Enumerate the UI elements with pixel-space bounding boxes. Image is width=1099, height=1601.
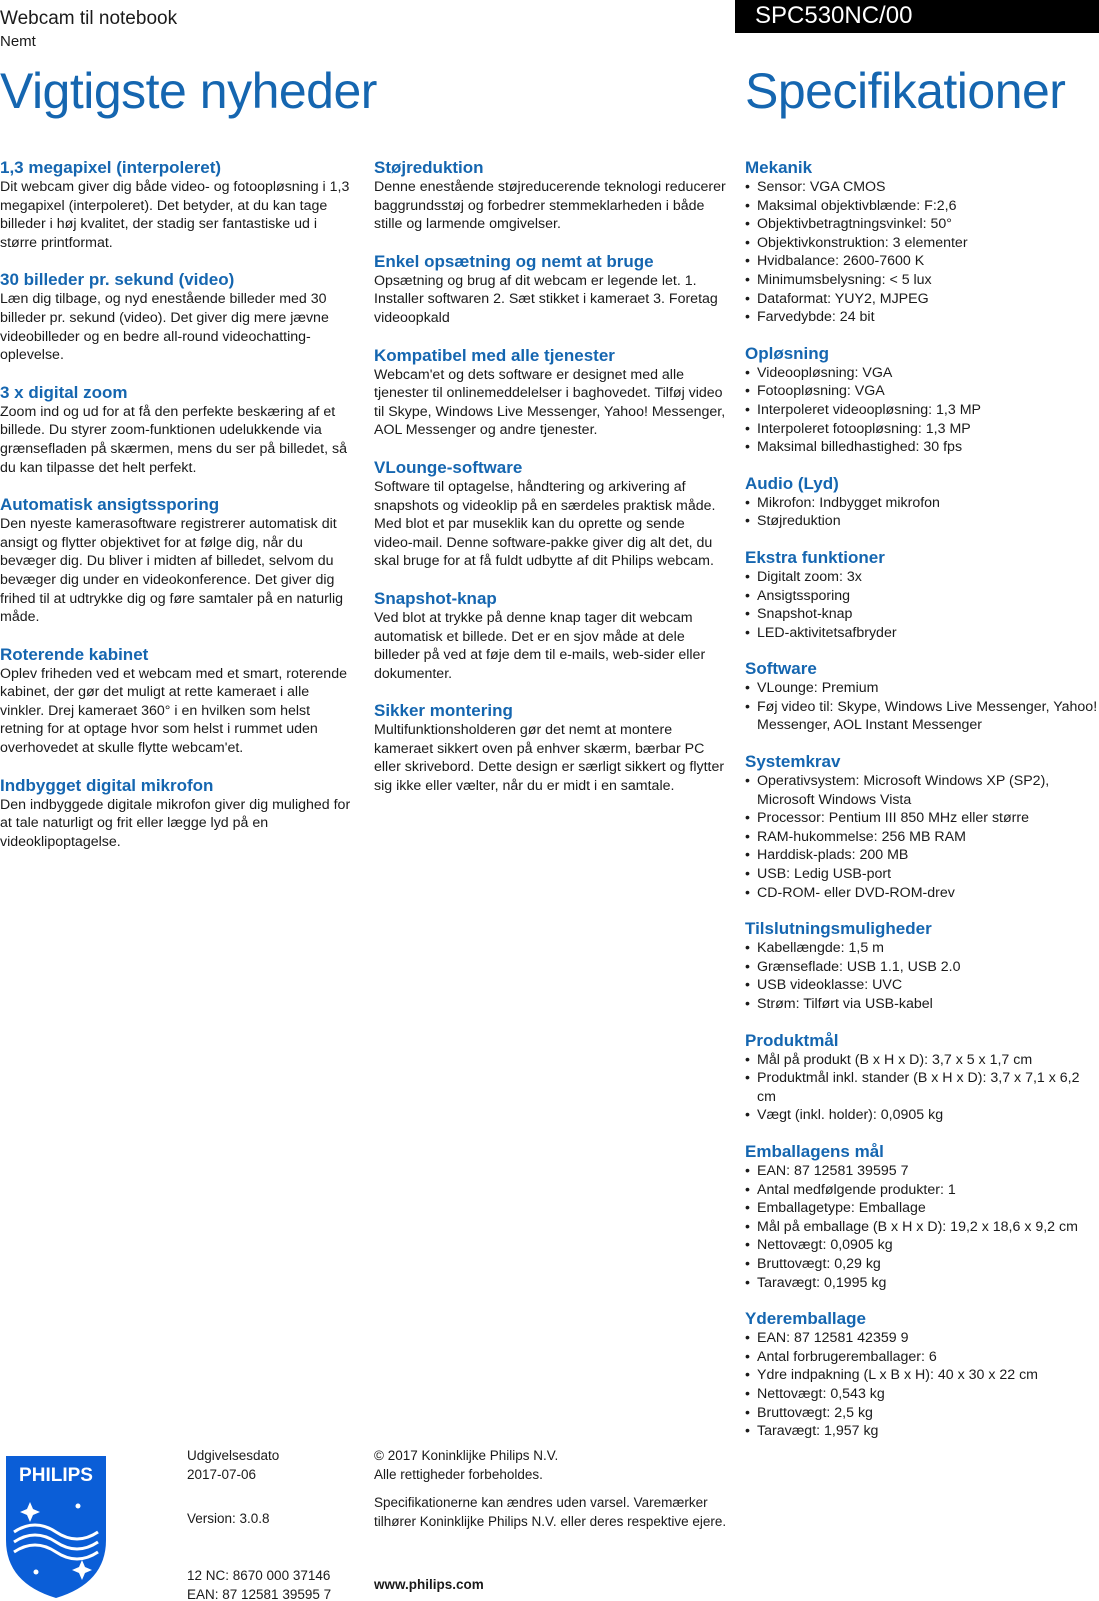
feature-block — [374, 589, 726, 683]
spec-list — [745, 939, 1099, 1013]
feature-title: Enkel opsætning og nemt at bruge — [374, 251, 654, 271]
spec-item: • USB videoklasse: UVC — [745, 976, 1099, 995]
feature-block — [0, 158, 352, 252]
spec-item: • Interpoleret fotoopløsning: 1,3 MP — [745, 420, 1099, 439]
spec-section-title: Emballagens mål — [745, 1141, 884, 1161]
feature-text: Opsætning og brug af dit webcam er legende let. 1. Installer softwaren 2. Sæt stikket i kameraet 3. Foretag videoopkald — [374, 272, 718, 326]
spec-item: • Objektivbetragtningsvinkel: 50° — [745, 215, 1099, 234]
spec-item: • Interpoleret videoopløsning: 1,3 MP — [745, 401, 1099, 420]
copyright — [374, 1447, 558, 1484]
spec-item: • Fotoopløsning: VGA — [745, 382, 1099, 401]
spec-item: • Mål på produkt (B x H x D): 3,7 x 5 x 1,7 cm — [745, 1051, 1099, 1070]
feature-title: 30 billeder pr. sekund (video) — [0, 270, 235, 290]
rights-line: Alle rettigheder forbeholdes. — [374, 1466, 543, 1482]
feature-block — [374, 252, 726, 328]
spec-item: • Nettovægt: 0,543 kg — [745, 1385, 1099, 1404]
version-label: Version: 3.0.8 — [187, 1511, 270, 1526]
release-date-label: Udgivelsesdato — [187, 1448, 280, 1463]
spec-section — [745, 1031, 1099, 1125]
spec-item: • RAM-hukommelse: 256 MB RAM — [745, 828, 1099, 847]
feature-text: Webcam'et og dets software er designet med alle tjenester til onlinemeddelelser i baghovedet. Tilføj video til Skype, Windows Live Messenger, Yahoo! Messenger, AOL Messenger og andre tjenester. — [374, 366, 726, 439]
spec-item: • VLounge: Premium — [745, 679, 1099, 698]
feature-text: Oplev friheden ved et webcam med et smart, roterende kabinet, der gør det muligt at rette kameraet i alle vinkler. Drej kameraet 360° i en hvilken som helst retning for at optage hvor som helst i rummet uden overhovedet at skulle flytte webcam'et. — [0, 665, 347, 757]
spec-section — [745, 548, 1099, 642]
product-category: Webcam til notebook — [0, 8, 178, 29]
feature-text: Software til optagelse, håndtering og arkivering af snapshots og videoklip på en særdeles praktisk måde. Med blot et par museklik kan du oprette og sende video-mail. Denne software-pakke giver dig alt det, du skal bruge for at få fuldt udbytte af dit Philips webcam. — [374, 478, 716, 570]
spec-item: • Antal medfølgende produkter: 1 — [745, 1181, 1099, 1200]
spec-section-title: Audio (Lyd) — [745, 473, 839, 493]
feature-title: 1,3 megapixel (interpoleret) — [0, 158, 222, 177]
spec-section — [745, 659, 1099, 735]
spec-item: • Farvedybde: 24 bit — [745, 308, 1099, 327]
spec-item: • Nettovægt: 0,0905 kg — [745, 1236, 1099, 1255]
model-number-bar: SPC530NC/00 — [735, 0, 1099, 33]
philips-logo-text: PHILIPS — [19, 1465, 93, 1486]
spec-section — [745, 752, 1099, 902]
feature-text: Ved blot at trykke på denne knap tager dit webcam automatisk et billede. Det er en sjov måde at dele billeder på ved at føje dem til e-mails, web-sider eller dokumenter. — [374, 609, 706, 682]
product-subtitle: Nemt — [0, 33, 36, 50]
feature-title: Indbygget digital mikrofon — [0, 775, 214, 795]
spec-item: • Bruttovægt: 0,29 kg — [745, 1255, 1099, 1274]
spec-section — [745, 1309, 1099, 1441]
spec-item: • LED-aktivitetsafbryder — [745, 624, 1099, 643]
feature-title: Støjreduktion — [374, 158, 484, 177]
feature-text: Zoom ind og ud for at få den perfekte beskæring af et billede. Du styrer zoom-funktionen udelukkende via grænsefladen på skærmen, mens du ser på billedet, så du kan tilpasse det helt perfekt. — [0, 403, 347, 476]
spec-section-title: Produktmål — [745, 1030, 839, 1050]
spec-item: • Mikrofon: Indbygget mikrofon — [745, 494, 1099, 513]
spec-item: • Minimumsbelysning: < 5 lux — [745, 271, 1099, 290]
spec-list — [745, 772, 1099, 902]
spec-item: • Maksimal objektivblænde: F:2,6 — [745, 197, 1099, 216]
spec-item: • Støjreduktion — [745, 512, 1099, 531]
ean-code: EAN: 87 12581 39595 7 — [187, 1586, 332, 1601]
spec-section-title: Opløsning — [745, 343, 830, 363]
spec-item: • Hvidbalance: 2600-7600 K — [745, 252, 1099, 271]
spec-item: • Emballagetype: Emballage — [745, 1199, 1099, 1218]
spec-section-title: Systemkrav — [745, 752, 841, 772]
spec-item: • Objektivkonstruktion: 3 elementer — [745, 234, 1099, 253]
spec-item: • Sensor: VGA CMOS — [745, 178, 1099, 197]
spec-item: • Produktmål inkl. stander (B x H x D): 3,7 x 7,1 x 6,2 cm — [745, 1069, 1099, 1106]
spec-list — [745, 1162, 1099, 1292]
spec-item: • Grænseflade: USB 1.1, USB 2.0 — [745, 958, 1099, 977]
spec-section — [745, 919, 1099, 1013]
feature-block — [374, 458, 726, 571]
feature-title: Kompatibel med alle tjenester — [374, 345, 615, 365]
spec-section — [745, 1142, 1099, 1292]
spec-section — [745, 474, 1099, 531]
spec-section — [745, 158, 1099, 327]
feature-block — [0, 383, 352, 477]
feature-text: Multifunktionsholderen gør det nemt at montere kameraet sikkert oven på enhver skærm, bærbar PC eller skrivebord. Dette design er særligt sikkert og flytter sig ikke eller vælter, når du er midt i en samtale. — [374, 722, 725, 795]
feature-block — [0, 495, 352, 627]
spec-section-title: Ekstra funktioner — [745, 547, 885, 567]
specs-heading: Specifikationer — [745, 63, 1066, 119]
specs-column — [745, 158, 1099, 1458]
feature-block — [0, 270, 352, 364]
spec-section — [745, 344, 1099, 457]
product-codes — [187, 1567, 331, 1601]
spec-item: • Antal forbrugeremballager: 6 — [745, 1348, 1099, 1367]
spec-item: • Processor: Pentium III 850 MHz eller større — [745, 809, 1099, 828]
spec-item: • Operativsystem: Microsoft Windows XP (SP2), Microsoft Windows Vista — [745, 772, 1099, 809]
feature-block — [374, 158, 726, 234]
spec-item: • EAN: 87 12581 42359 9 — [745, 1329, 1099, 1348]
spec-list — [745, 364, 1099, 457]
spec-list — [745, 568, 1099, 642]
spec-section-title: Yderemballage — [745, 1309, 866, 1329]
spec-item: • Kabellængde: 1,5 m — [745, 939, 1099, 958]
nc-code: 12 NC: 8670 000 37146 — [187, 1568, 331, 1583]
feature-title: Roterende kabinet — [0, 644, 149, 664]
features-heading: Vigtigste nyheder — [0, 63, 377, 119]
spec-section-title: Tilslutningsmuligheder — [745, 919, 932, 939]
copyright-line: © 2017 Koninklijke Philips N.V. — [374, 1448, 559, 1463]
feature-text: Den nyeste kamerasoftware registrerer automatisk dit ansigt og flytter objektivet for at følge dig, når du bevæger dig. Du bliver i midten af billedet, selvom du bevæger dig under en videokonference. Det giver dig frihed til at udtrykke dig og føre samtaler på en naturlig måde. — [0, 516, 344, 626]
spec-list — [745, 1051, 1099, 1125]
features-column-middle — [374, 158, 726, 814]
feature-text: Denne enestående støjreducerende teknologi reducerer baggrundsstøj og forbedrer stemmeklarheden i både stille og larmende omgivelser. — [374, 179, 726, 233]
disclaimer: Specifikationerne kan ændres uden varsel. Varemærker tilhører Koninklijke Philips N.V. eller deres respektive ejere. — [374, 1495, 727, 1529]
website-link[interactable]: www.philips.com — [374, 1577, 484, 1592]
spec-item: • Vægt (inkl. holder): 0,0905 kg — [745, 1106, 1099, 1125]
feature-title: VLounge-software — [374, 457, 523, 477]
spec-item: • Taravægt: 1,957 kg — [745, 1422, 1099, 1441]
feature-block — [374, 346, 726, 440]
spec-item: • Videoopløsning: VGA — [745, 364, 1099, 383]
spec-item: • Ydre indpakning (L x B x H): 40 x 30 x 22 cm — [745, 1366, 1099, 1385]
spec-item: • Føj video til: Skype, Windows Live Messenger, Yahoo! Messenger, AOL Instant Messenger — [745, 698, 1099, 735]
spec-list — [745, 679, 1099, 735]
release-date — [187, 1447, 279, 1484]
spec-list — [745, 494, 1099, 531]
feature-text: Den indbyggede digitale mikrofon giver dig mulighed for at tale naturligt og frit eller lægge lyd på en videoklipoptagelse. — [0, 796, 351, 850]
spec-item: • Bruttovægt: 2,5 kg — [745, 1404, 1099, 1423]
spec-item: • Snapshot-knap — [745, 605, 1099, 624]
spec-list — [745, 1329, 1099, 1441]
philips-logo — [0, 1448, 112, 1601]
spec-item: • Mål på emballage (B x H x D): 19,2 x 18,6 x 9,2 cm — [745, 1218, 1099, 1237]
spec-item: • Strøm: Tilført via USB-kabel — [745, 995, 1099, 1014]
spec-item: • Taravægt: 0,1995 kg — [745, 1274, 1099, 1293]
spec-item: • Dataformat: YUY2, MJPEG — [745, 290, 1099, 309]
spec-item: • CD-ROM- eller DVD-ROM-drev — [745, 884, 1099, 903]
feature-block — [374, 701, 726, 795]
spec-item: • Maksimal billedhastighed: 30 fps — [745, 438, 1099, 457]
feature-text: Dit webcam giver dig både video- og fotoopløsning i 1,3 megapixel (interpoleret). Det betyder, at du kan tage billeder i høj kvalitet, der stadig ser fantastiske ud i større printformat. — [0, 179, 350, 251]
feature-block — [0, 776, 352, 852]
feature-block — [0, 645, 352, 758]
feature-title: Automatisk ansigtssporing — [0, 495, 220, 515]
feature-title: Sikker montering — [374, 701, 513, 721]
features-column-left — [0, 158, 352, 869]
release-date-value: 2017-07-06 — [187, 1466, 257, 1482]
spec-item: • Ansigtssporing — [745, 587, 1099, 606]
spec-section-title: Software — [745, 659, 817, 679]
spec-item: • EAN: 87 12581 39595 7 — [745, 1162, 1099, 1181]
spec-item: • Harddisk-plads: 200 MB — [745, 846, 1099, 865]
spec-section-title: Mekanik — [745, 158, 813, 177]
feature-title: Snapshot-knap — [374, 588, 497, 608]
spec-list — [745, 178, 1099, 327]
spec-item: • USB: Ledig USB-port — [745, 865, 1099, 884]
feature-text: Læn dig tilbage, og nyd enestående billeder med 30 billeder pr. sekund (video). Det giver dig mere jævne videobilleder og en bedre all-round videochatting-oplevelse. — [0, 291, 329, 364]
spec-item: • Digitalt zoom: 3x — [745, 568, 1099, 587]
feature-title: 3 x digital zoom — [0, 382, 128, 402]
